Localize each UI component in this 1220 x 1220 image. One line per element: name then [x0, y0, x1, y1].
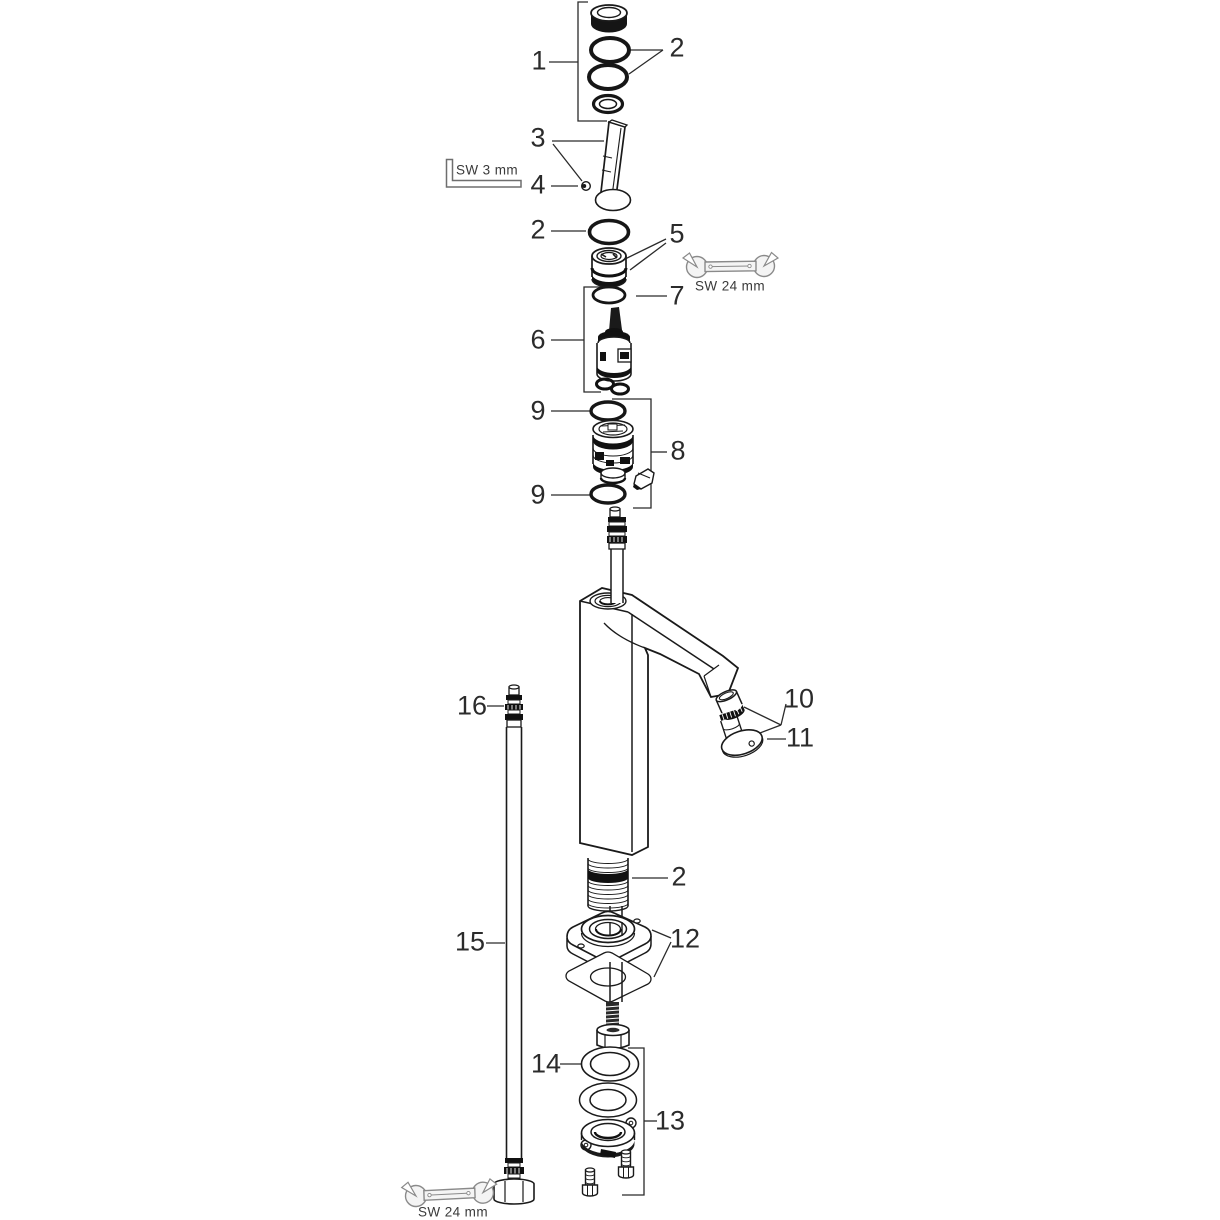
faucet-body-group	[580, 588, 738, 855]
part-16-hose-connector	[505, 685, 523, 727]
part-label-9-bot: 9	[530, 479, 546, 510]
part-label-6: 6	[530, 324, 546, 355]
part-8-valve-group	[593, 421, 654, 491]
part-9-oring-bottom	[591, 485, 625, 503]
part-2-oring-a	[591, 38, 629, 62]
threaded-shank-group	[588, 858, 628, 911]
wrench-sw24-bottom	[402, 1179, 498, 1207]
part-5-cartridge-nut	[592, 248, 626, 287]
wrench-sw24-top	[683, 253, 778, 278]
part-2-oring-b	[589, 65, 627, 89]
wrench-top-size-label: SW 24 mm	[695, 278, 765, 294]
part-14-washer	[582, 1047, 639, 1081]
part-label-13: 13	[654, 1105, 686, 1136]
part-label-14: 14	[530, 1048, 562, 1079]
part-label-16: 16	[456, 690, 488, 721]
part-label-15: 15	[454, 926, 486, 957]
riser-tube-group	[607, 507, 627, 603]
part-12-gasket	[566, 952, 651, 1002]
part-label-5: 5	[669, 218, 685, 249]
part-4-set-screw	[582, 182, 591, 191]
part-label-2-top: 2	[669, 32, 685, 63]
part-label-8: 8	[670, 435, 686, 466]
part-label-4: 4	[530, 169, 546, 200]
part-13-washer	[580, 1083, 637, 1117]
part-label-2-bot: 2	[671, 861, 687, 892]
part-label-9-top: 9	[530, 395, 546, 426]
part-6-seal-b	[612, 384, 629, 394]
hose-end-nut	[494, 1158, 534, 1204]
part-label-10: 10	[783, 683, 815, 714]
part-3-handle-group	[596, 120, 631, 211]
part-15-hose	[507, 727, 522, 1158]
part-label-2-mid: 2	[530, 214, 546, 245]
part-label-7: 7	[669, 280, 685, 311]
wrench-bottom-size-label: SW 24 mm	[418, 1204, 488, 1220]
part-label-11: 11	[785, 722, 815, 753]
part-7-oring	[593, 287, 625, 303]
part-label-1: 1	[531, 45, 547, 76]
part-label-3: 3	[530, 122, 546, 153]
part-6-cartridge-group	[597, 307, 632, 394]
part-1-seal-ring	[594, 96, 623, 113]
part-label-12: 12	[669, 923, 701, 954]
part-13-bolt-b	[583, 1168, 598, 1196]
part-1-aerator-housing-group	[589, 5, 629, 113]
part-2-oring-mid	[590, 221, 629, 244]
part-9-oring-top	[591, 402, 625, 420]
allen-key-size-label: SW 3 mm	[455, 162, 519, 178]
